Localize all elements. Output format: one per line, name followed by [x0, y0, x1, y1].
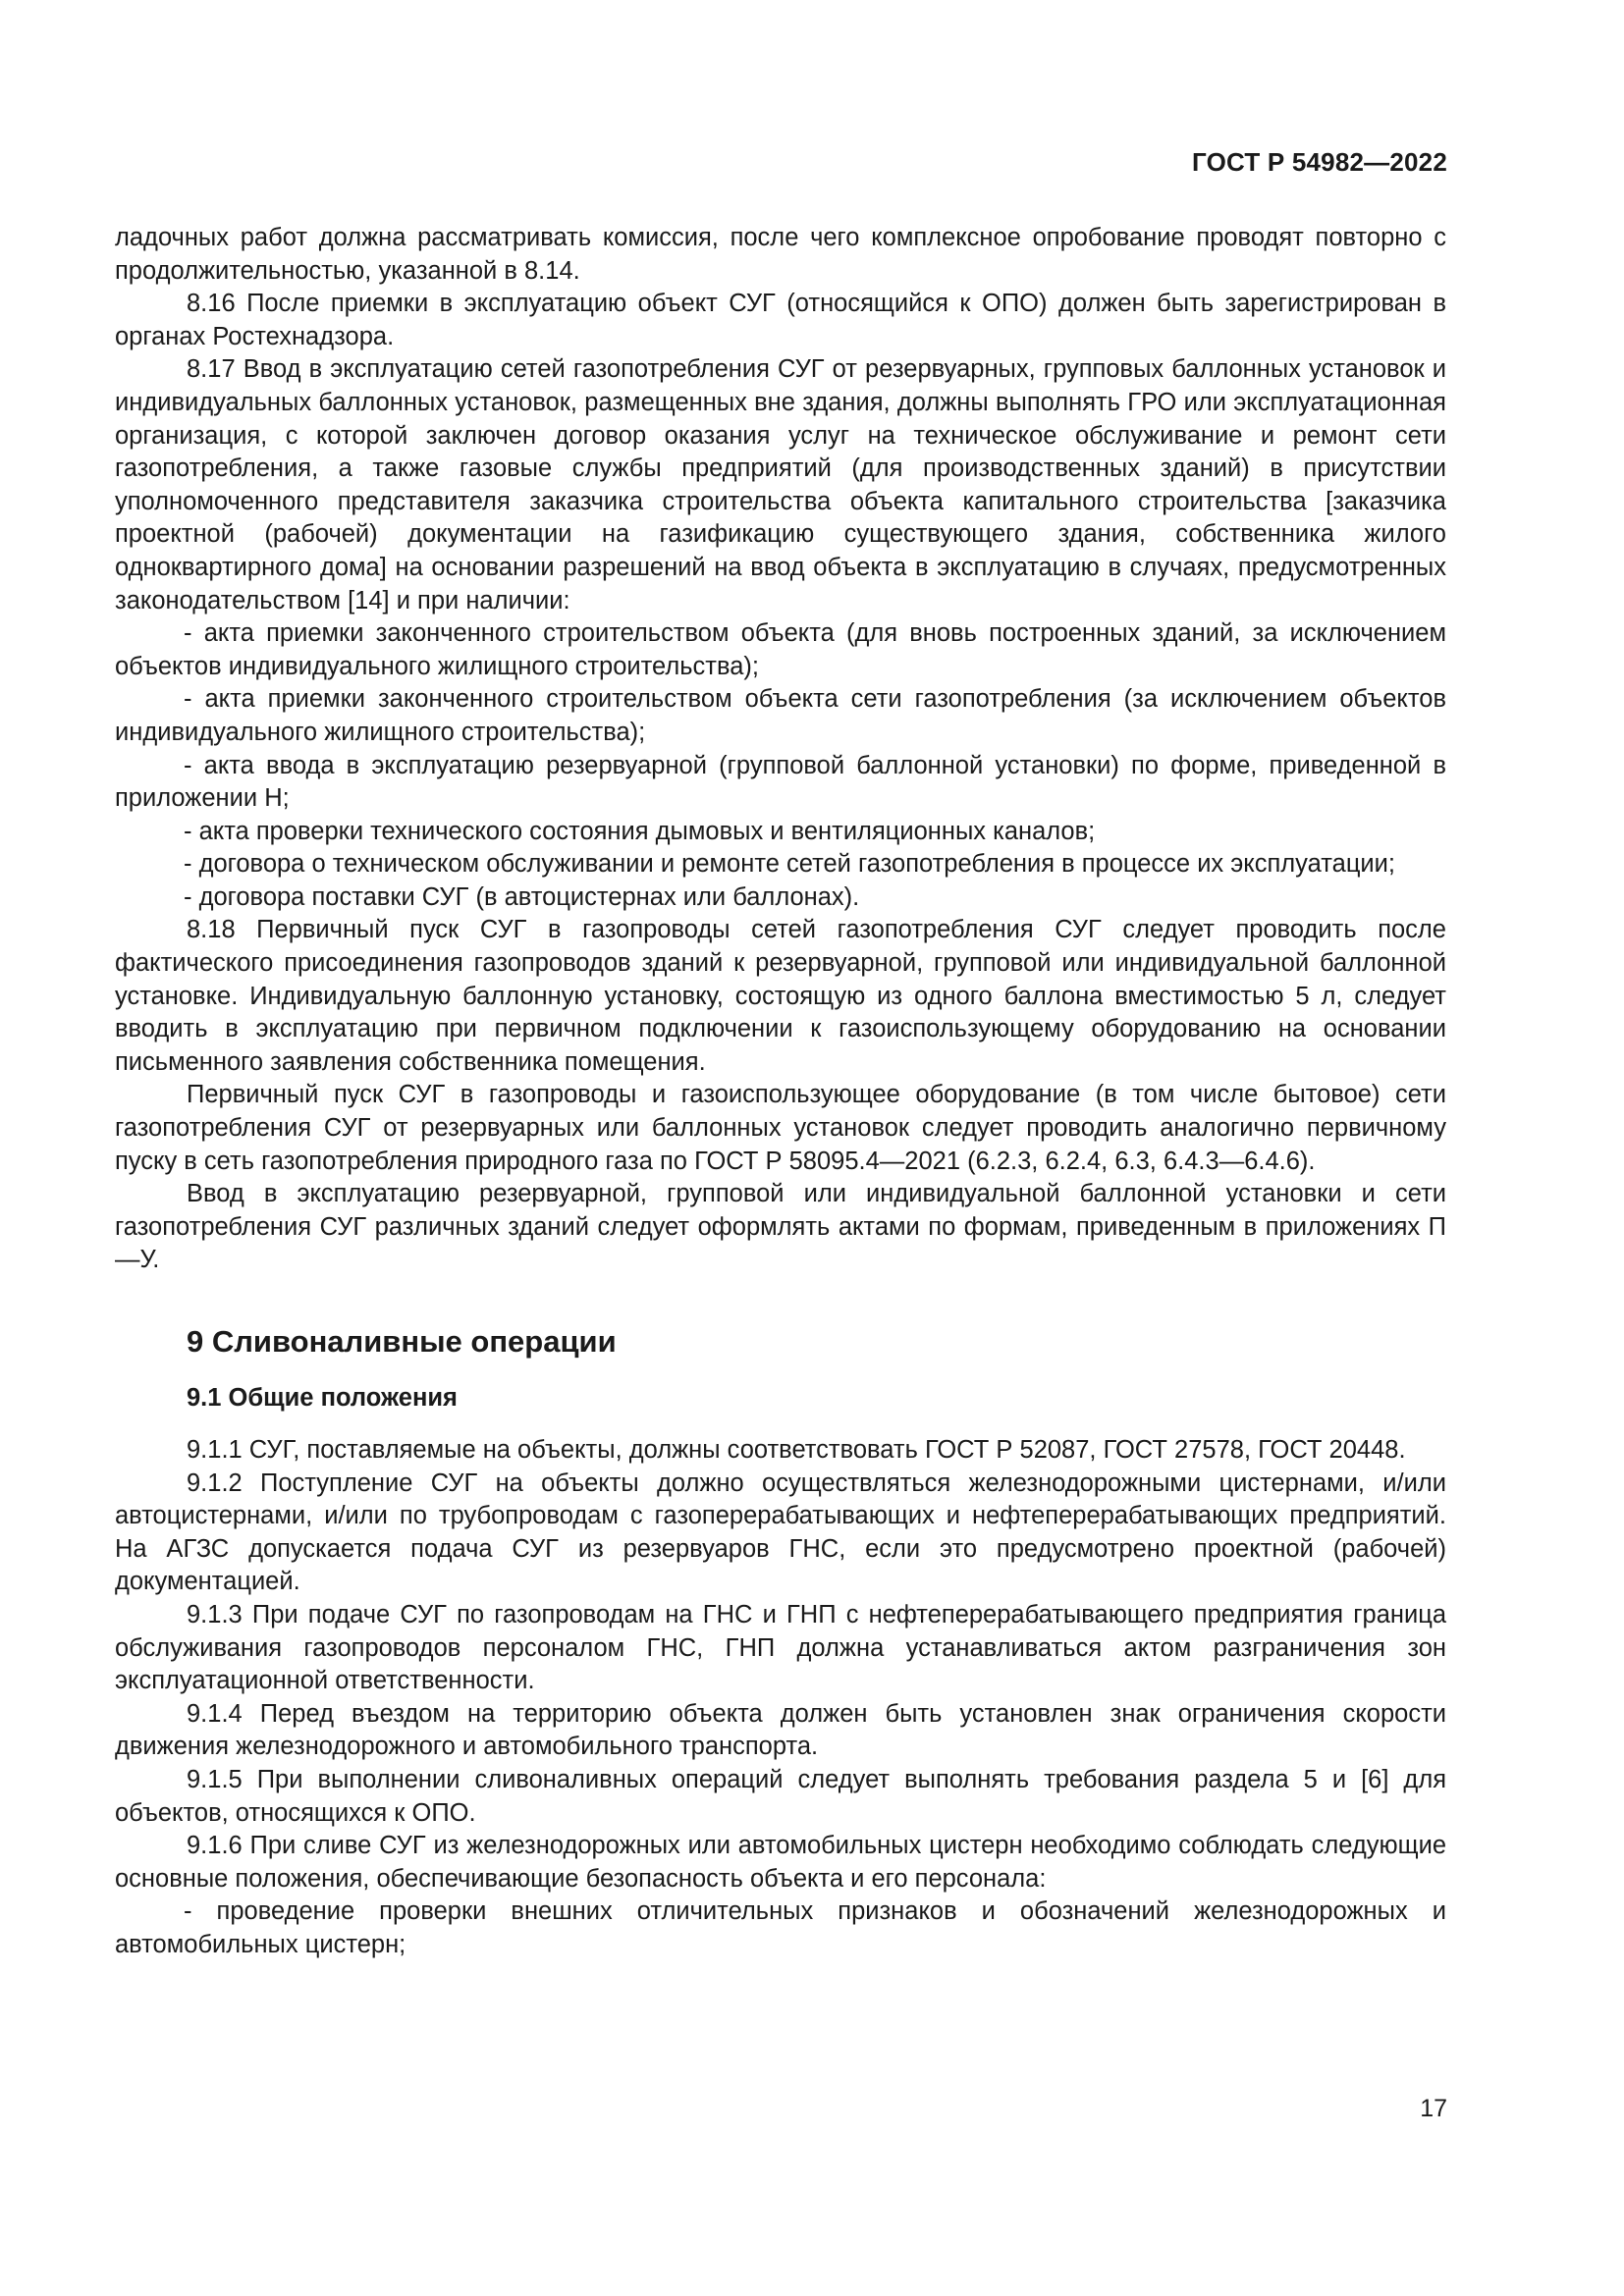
list-item-act-acceptance-object: - акта приемки законченного строительством объекта (для вновь построенных зданий, за исключением объектов индивидуального жилищного строительства);: [115, 619, 1446, 680]
clause-9-1-1: 9.1.1 СУГ, поставляемые на объекты, должны соответствовать ГОСТ Р 52087, ГОСТ 27578, ГОСТ 20448.: [187, 1436, 1406, 1464]
clause-9-1-6: 9.1.6 При сливе СУГ из железнодорожных или автомобильных цистерн необходимо соблюдать следующие основные положения, обеспечивающие безопасность объекта и его персонала:: [115, 1832, 1446, 1893]
clause-9-1-4: 9.1.4 Перед въездом на территорию объекта должен быть установлен знак ограничения скорости движения железнодорожного и автомобильного транспорта.: [115, 1699, 1446, 1761]
clause-9-1-5: 9.1.5 При выполнении сливоналивных операций следует выполнять требования раздела 5 и [6] для объектов, относящихся к ОПО.: [115, 1765, 1446, 1827]
paragraph-commissioning-acts: Ввод в эксплуатацию резервуарной, групповой или индивидуальной баллонной установки и сети газопотребления СУГ различных зданий следует оформлять актами по формам, приведенным в приложениях П—У.: [115, 1180, 1446, 1274]
paragraph-primary-start: Первичный пуск СУГ в газопроводы и газоиспользующее оборудование (в том числе бытовое) сети газопотребления СУГ от резервуарных или баллонных установок следует проводить аналогично первичному пуску в сеть газопотребления природного газа по ГОСТ Р 58095.4—2021 (6.2.3, 6.2.4, 6.3, 6.4.3—6.4.6).: [115, 1081, 1446, 1175]
page-content: [115, 222, 1446, 1962]
list-item-act-commissioning-tank: - акта ввода в эксплуатацию резервуарной (групповой баллонной установки) по форме, приведенной в приложении Н;: [115, 751, 1446, 813]
list-item-act-acceptance-network: - акта приемки законченного строительством объекта сети газопотребления (за исключением объектов индивидуального жилищного строительства);: [115, 685, 1446, 746]
subsection-title: 9.1 Общие положения: [187, 1384, 458, 1412]
page-number: 17: [1420, 2095, 1447, 2122]
clause-9-1-3: 9.1.3 При подаче СУГ по газопроводам на ГНС и ГНП с нефтеперерабатывающего предприятия граница обслуживания газопроводов персоналом ГНС, ГНП должна устанавливаться актом разграничения зон эксплуатационной ответственности.: [115, 1600, 1446, 1695]
list-item-act-chimney-check: - акта проверки технического состояния дымовых и вентиляционных каналов;: [184, 817, 1096, 845]
section-title: 9 Сливоналивные операции: [187, 1324, 617, 1359]
list-item-cistern-inspection: - проведение проверки внешних отличительных признаков и обозначений железнодорожных и автомобильных цистерн;: [115, 1897, 1446, 1958]
list-item-maintenance-contract: - договора о техническом обслуживании и ремонте сетей газопотребления в процессе их эксплуатации;: [184, 850, 1395, 879]
clause-8-17: 8.17 Ввод в эксплуатацию сетей газопотребления СУГ от резервуарных, групповых баллонных установок и индивидуальных баллонных установок, размещенных вне здания, должны выполнять ГРО или эксплуатационная организация, с которой заключен договор оказания услуг на техническое обслуживание и ремонт сети газопотребления, а также газовые службы предприятий (для производственных зданий) в присутствии уполномоченного представителя заказчика строительства объекта капитального строительства [заказчика проектной (рабочей) документации на газификацию существующего здания, собственника жилого одноквартирного дома] на основании разрешений на ввод объекта в эксплуатацию в случаях, предусмотренных законодательством [14] и при наличии:: [115, 355, 1446, 614]
document-code-header: ГОСТ Р 54982—2022: [1192, 147, 1447, 177]
paragraph-continuation: ладочных работ должна рассматривать комиссия, после чего комплексное опробование проводят повторно с продолжительностью, указанной в 8.14.: [115, 224, 1446, 285]
clause-9-1-2: 9.1.2 Поступление СУГ на объекты должно осуществляться железнодорожными цистернами, и/или автоцистернами, и/или по трубопроводам с газоперерабатывающих и нефтеперерабатывающих предприятий. На АГЗС допускается подача СУГ из резервуаров ГНС, если это предусмотрено проектной (рабочей) документацией.: [115, 1468, 1446, 1596]
list-item-supply-contract: - договора поставки СУГ (в автоцистернах или баллонах).: [184, 882, 860, 911]
clause-8-16: 8.16 После приемки в эксплуатацию объект СУГ (относящийся к ОПО) должен быть зарегистрирован в органах Ростехнадзора.: [115, 290, 1446, 350]
clause-8-18: 8.18 Первичный пуск СУГ в газопроводы сетей газопотребления СУГ следует проводить после фактического присоединения газопроводов зданий к резервуарной, групповой или индивидуальной баллонной установке. Индивидуальную баллонную установку, состоящую из одного баллона вместимостью 5 л, следует вводить в эксплуатацию при первичном подключении к газоиспользующему оборудованию на основании письменного заявления собственника помещения.: [115, 916, 1446, 1076]
